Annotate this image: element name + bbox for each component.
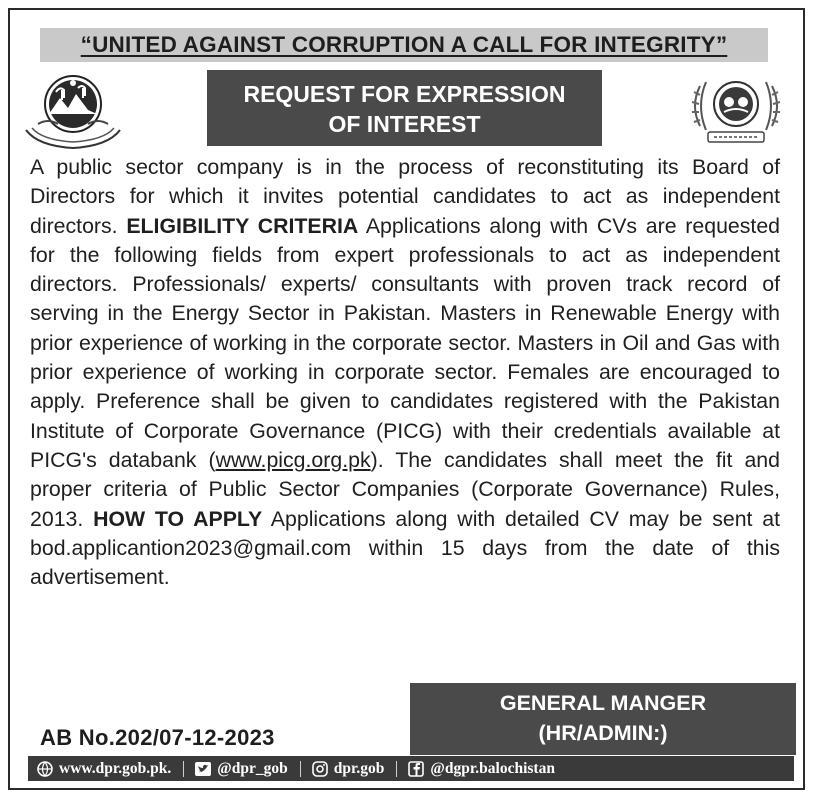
globe-icon [36,761,54,777]
title-line-2: OF INTEREST [328,111,481,137]
instagram-icon [311,761,329,777]
eligibility-heading: ELIGIBILITY CRITERIA [126,213,359,238]
footer-divider [396,761,397,777]
eligibility-text: Applications along with CVs are requested for the following fields from expert professionals to act as independent directors. Professionals/ experts/ consultants with proven track record of serving in the Energy Sector in Pakistan. Masters in Renewable Energy with prior experience of working in the corporate sector. Masters in Oil and Gas with prior experience of working in corporate sector. Females are encouraged to apply. Preference shall be given to candidates registered with the Pakistan Institute of Corporate Governance (PICG) with their credentials available at PICG's databank ( [30,213,781,472]
dgpr-emblem-logo [686,72,786,152]
footer-divider [300,761,301,777]
eligibility-text-continued: ). The candidates shall meet the fit and proper criteria of Public Sector Companies (Corporate Governance) Rules, 2013. [30,447,780,531]
facebook-icon [407,761,425,777]
how-to-apply-heading: HOW TO APPLY [93,506,263,531]
ab-number: AB No.202/07-12-2023 [40,725,275,750]
footer-twitter[interactable] [194,756,287,781]
footer-divider [183,761,184,777]
footer-instagram[interactable] [311,756,385,781]
footer-facebook[interactable] [407,756,555,781]
instagram-handle: dpr.gob [333,760,385,777]
balochistan-emblem-logo [18,68,128,152]
footer-website[interactable] [36,756,171,781]
intro-text: A public sector company is in the process of reconstituting its Board of Directors for which it invites potential candidates to act as independent directors. [30,155,780,238]
signatory-title: GENERAL MANGER [499,691,707,715]
title-line-1: REQUEST FOR EXPRESSION [243,81,566,107]
advertisement-body [30,153,780,592]
title-box [207,70,602,146]
picg-website-link[interactable]: www.picg.org.pk [215,447,371,472]
twitter-handle: @dpr_gob [217,760,288,777]
signatory-box [410,683,796,755]
how-to-apply-text: Applications along with detailed CV may be sent at bod.applicantion2023@gmail.com within 15 days from the date of this advertisement. [30,506,781,590]
facebook-handle: @dgpr.balochistan [430,760,555,777]
slogan-banner: “UNITED AGAINST CORRUPTION A CALL FOR INTEGRITY” [40,28,768,62]
twitter-icon [194,761,212,777]
signatory-department: (HR/ADMIN:) [538,721,668,745]
footer-bar [28,756,794,781]
website-text: www.dpr.gob.pk. [59,760,172,777]
